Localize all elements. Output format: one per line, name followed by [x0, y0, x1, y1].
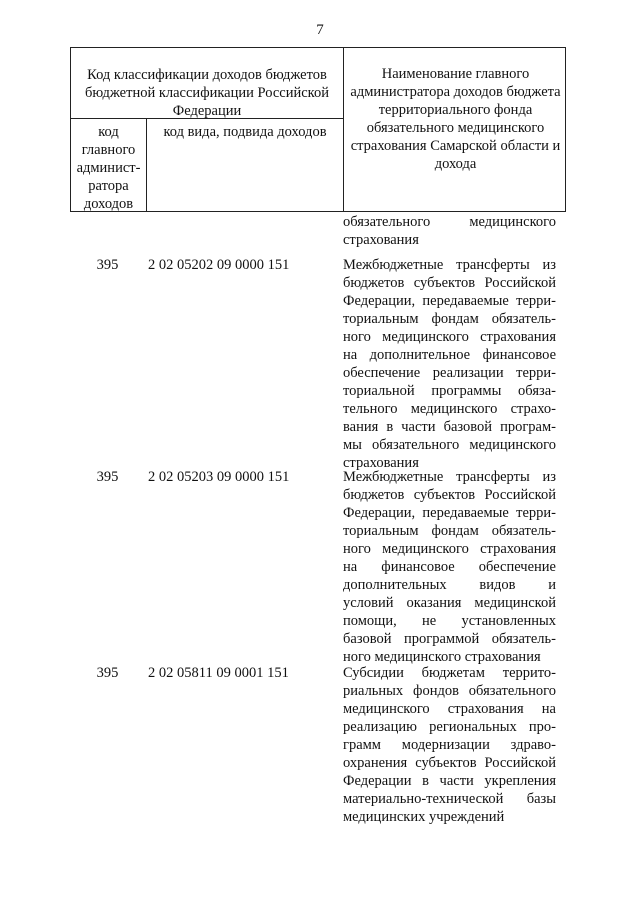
text-line: помощи, не установленных [343, 613, 556, 629]
text-line: Межбюджетные трансферты из [343, 257, 556, 273]
revenue-code: 2 02 05811 09 0001 151 [148, 665, 289, 681]
admin-code: 395 [96, 469, 119, 485]
text-line: бюджетов субъектов Российской [343, 275, 556, 291]
text-line: ториальной программы обяза- [343, 383, 556, 399]
text-line: дополнительных видов и [343, 577, 556, 593]
text-line: обеспечение реализации терри- [343, 365, 556, 381]
header-table [70, 47, 566, 212]
text-line: на дополнительное финансовое [343, 347, 556, 363]
admin-code: 395 [96, 665, 119, 681]
revenue-name [343, 664, 556, 826]
text-line: ного медицинского страхования [343, 329, 556, 345]
text-line: Межбюджетные трансферты из [343, 469, 556, 485]
text-line: материально-технической базы [343, 791, 556, 807]
text-line: Федерации, передаваемые терри- [343, 505, 556, 521]
text-line: риальных фондов обязательного [343, 683, 556, 699]
text-line: ного медицинского страхования [343, 541, 556, 557]
revenue-code: 2 02 05203 09 0000 151 [148, 469, 290, 485]
text-line: грамм модернизации здраво- [343, 737, 556, 753]
text-line: медицинских учреждений [343, 809, 505, 825]
text-line: ториальным фондам обязатель- [343, 311, 556, 327]
page-number: 7 [316, 22, 324, 38]
text-line: мы обязательного медицинского [343, 437, 556, 453]
text-line: обязательного медицинского [343, 214, 556, 230]
text-line: Субсидии бюджетам террито- [343, 665, 556, 681]
text-line: медицинского страхования на [343, 701, 556, 717]
continuation-text [343, 213, 556, 249]
text-line: на финансовое обеспечение [343, 559, 556, 575]
text-line: страхования [343, 232, 419, 248]
text-line: вания в части базовой програм- [343, 419, 556, 435]
text-line: страхования [343, 455, 419, 471]
header-revenue-type-code: код вида, подвида доходов [163, 124, 327, 140]
text-line: базовой программой обязатель- [343, 631, 556, 647]
text-line: Федерации в части укрепления [343, 773, 556, 789]
header-administrator-name: Наименование главного администратора доходов бюджета территориального фонда обязательного медицинского страхования Самарской области и дохода [350, 66, 561, 172]
admin-code: 395 [96, 257, 119, 273]
text-line: охранения субъектов Российской [343, 755, 556, 771]
text-line: условий оказания медицинской [343, 595, 556, 611]
revenue-name [343, 468, 556, 666]
revenue-name [343, 256, 556, 472]
text-line: тельного медицинского страхо- [343, 401, 556, 417]
text-line: Федерации, передаваемые терри- [343, 293, 556, 309]
header-classification-code: Код классификации доходов бюджетов бюджетной классификации Российской Федерации [85, 67, 329, 119]
text-line: реализацию региональных про- [343, 719, 556, 735]
revenue-code: 2 02 05202 09 0000 151 [148, 257, 290, 273]
text-line: ного медицинского страхования [343, 649, 541, 665]
header-admin-code: код главного админист-ратора доходов [76, 124, 141, 212]
text-line: бюджетов субъектов Российской [343, 487, 556, 503]
text-line: ториальным фондам обязатель- [343, 523, 556, 539]
